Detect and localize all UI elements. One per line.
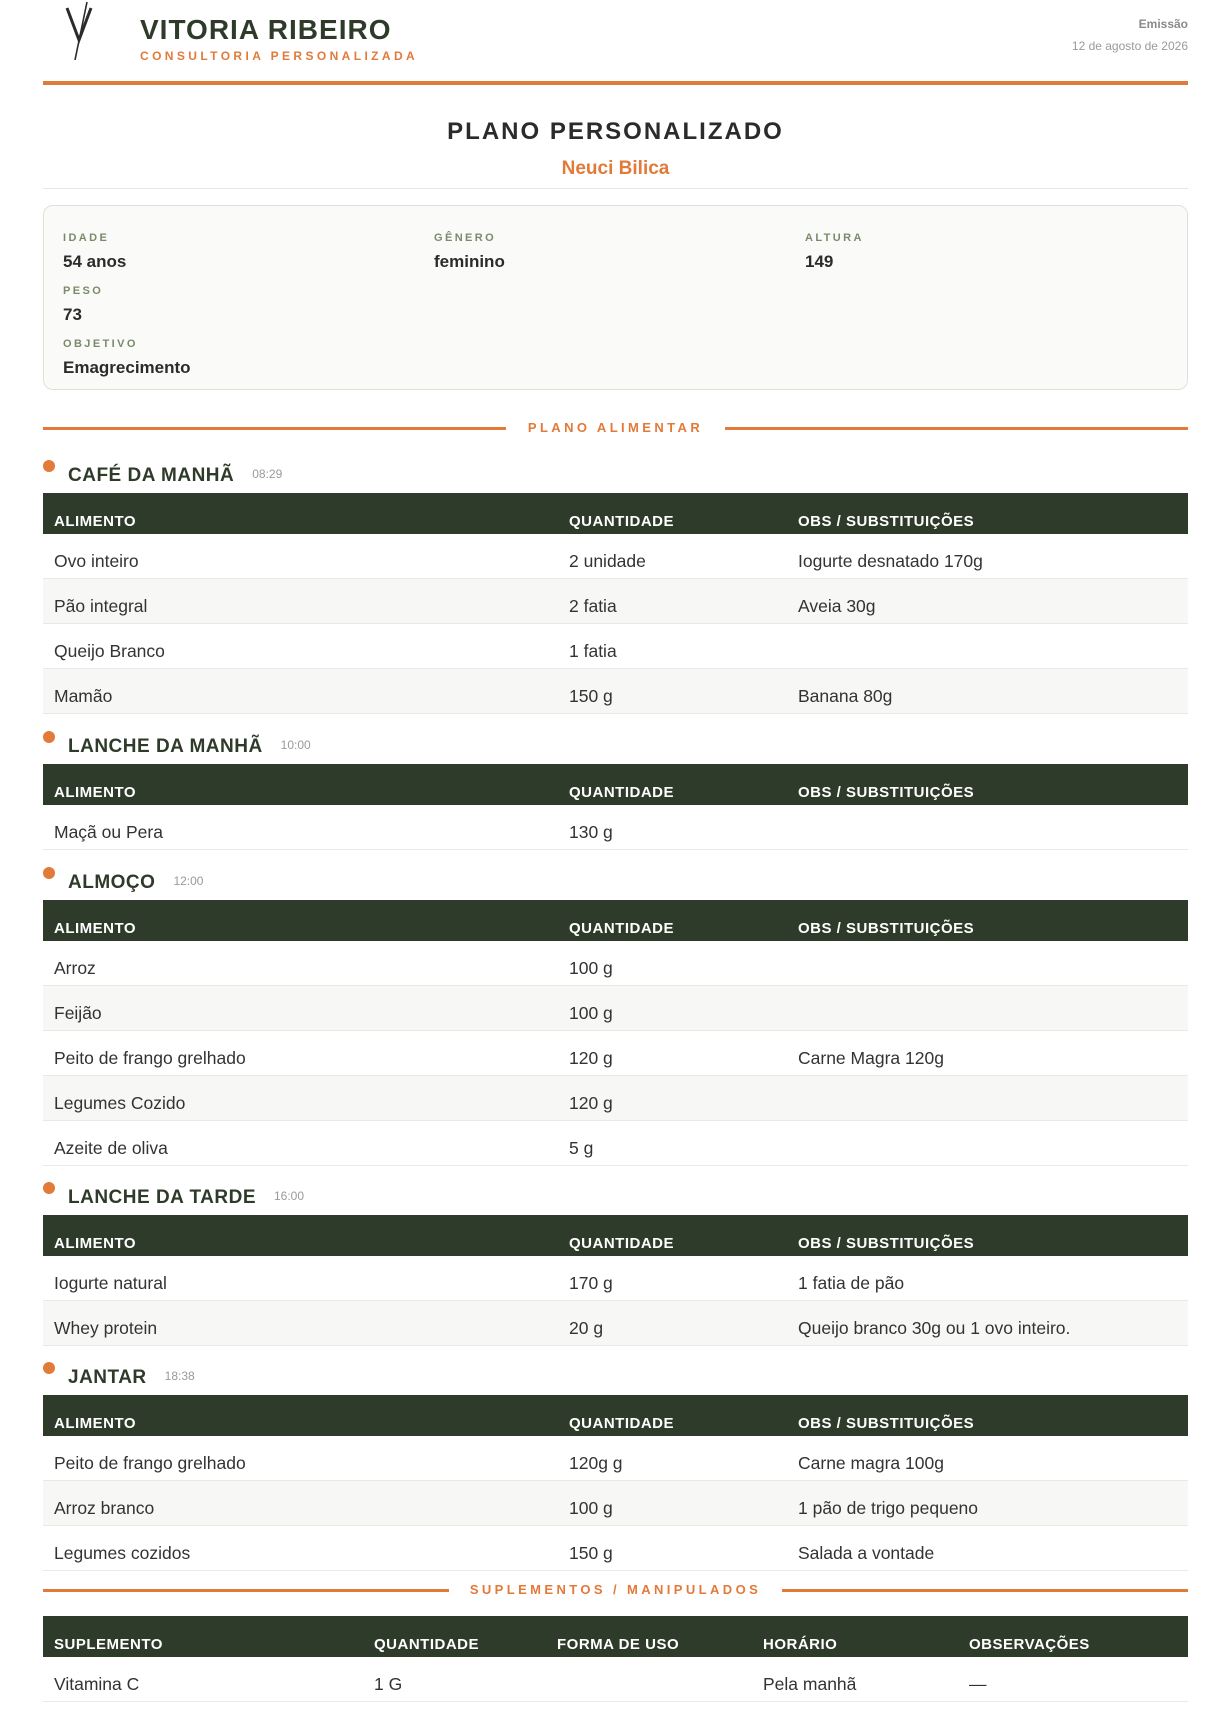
cell-alimento: Queijo Branco	[54, 641, 165, 661]
title-block	[43, 118, 1188, 180]
table-row	[43, 1526, 1188, 1571]
header-divider	[43, 81, 1188, 85]
info-value: 149	[805, 252, 834, 271]
cell-alimento: Iogurte natural	[54, 1273, 167, 1293]
table-row	[43, 1076, 1188, 1121]
meal-cafe-da-manha	[43, 453, 1188, 714]
cell-obs: Banana 80g	[798, 686, 893, 706]
cell-alimento: Legumes cozidos	[54, 1543, 191, 1563]
cell-obs: Carne Magra 120g	[798, 1048, 944, 1068]
cell-quantidade: 120g g	[569, 1453, 623, 1473]
col-alimento: ALIMENTO	[54, 784, 137, 801]
meal-time: 18:38	[164, 1369, 195, 1383]
info-label: GÊNERO	[434, 232, 497, 244]
meal-header	[43, 453, 1188, 493]
table-row	[43, 1301, 1188, 1346]
meal-header	[43, 1175, 1188, 1215]
info-genero	[434, 232, 505, 272]
cell-quantidade: 150 g	[569, 1543, 613, 1563]
supplements-table	[43, 1616, 1188, 1702]
col-forma-de-uso: FORMA DE USO	[557, 1636, 680, 1653]
emission-date: 12 de agosto de 2026	[1071, 39, 1188, 53]
col-quantidade: QUANTIDADE	[569, 1235, 674, 1252]
cell-quantidade: 120 g	[569, 1048, 613, 1068]
meal-time: 16:00	[274, 1189, 305, 1203]
meal-bullet-icon	[43, 460, 55, 472]
col-quantidade: QUANTIDADE	[569, 1415, 674, 1432]
meal-header	[43, 724, 1188, 764]
info-value: Emagrecimento	[63, 358, 191, 377]
cell-obs: 1 pão de trigo pequeno	[798, 1498, 979, 1518]
cell-alimento: Peito de frango grelhado	[54, 1048, 246, 1068]
cell-quantidade: 20 g	[569, 1318, 604, 1338]
table-row	[43, 1657, 1188, 1702]
cell-alimento: Arroz	[54, 958, 96, 978]
col-alimento: ALIMENTO	[54, 513, 137, 530]
meal-bullet-icon	[43, 1182, 55, 1194]
col-alimento: ALIMENTO	[54, 1235, 137, 1252]
col-observacoes: OBSERVAÇÕES	[969, 1636, 1090, 1653]
section-suplementos	[43, 1580, 1188, 1600]
col-quantidade: QUANTIDADE	[569, 920, 674, 937]
table-row	[43, 1481, 1188, 1526]
cell-quantidade: 100 g	[569, 958, 613, 978]
cell-alimento: Whey protein	[54, 1318, 158, 1338]
col-quantidade: QUANTIDADE	[569, 513, 674, 530]
table-header	[43, 900, 1188, 941]
meal-name: JANTAR	[68, 1367, 147, 1388]
patient-name: Neuci Bilica	[561, 158, 670, 179]
table-row	[43, 1031, 1188, 1076]
info-value: feminino	[434, 252, 505, 271]
info-altura	[805, 232, 864, 272]
cell-alimento: Feijão	[54, 1003, 102, 1023]
title-divider	[43, 188, 1188, 189]
table-header	[43, 493, 1188, 534]
section-label: PLANO ALIMENTAR	[527, 420, 704, 435]
cell-alimento: Ovo inteiro	[54, 551, 139, 571]
meal-bullet-icon	[43, 1362, 55, 1374]
cell-alimento: Arroz branco	[54, 1498, 155, 1518]
meal-header	[43, 1355, 1188, 1395]
table-row	[43, 941, 1188, 986]
info-label: PESO	[63, 285, 104, 297]
meal-name: LANCHE DA MANHÃ	[68, 736, 263, 757]
info-label: ALTURA	[805, 232, 864, 244]
cell-quantidade: 100 g	[569, 1498, 613, 1518]
col-horario: HORÁRIO	[763, 1636, 838, 1653]
patient-info-card	[43, 205, 1188, 390]
cell-quantidade: 130 g	[569, 822, 613, 842]
meal-bullet-icon	[43, 731, 55, 743]
cell-quantidade: 2 fatia	[569, 596, 617, 616]
col-quantidade: QUANTIDADE	[569, 784, 674, 801]
cell-quantidade: 1 G	[374, 1674, 403, 1694]
cell-obs: 1 fatia de pão	[798, 1273, 905, 1293]
meal-almoco	[43, 860, 1188, 1166]
col-obs: OBS / SUBSTITUIÇÕES	[798, 1235, 975, 1252]
table-row	[43, 1256, 1188, 1301]
cell-quantidade: 170 g	[569, 1273, 613, 1293]
cell-alimento: Peito de frango grelhado	[54, 1453, 246, 1473]
meal-time: 12:00	[173, 874, 204, 888]
table-header	[43, 1395, 1188, 1436]
cell-quantidade: 150 g	[569, 686, 613, 706]
meal-header	[43, 860, 1188, 900]
v-monogram-logo-icon	[65, 2, 101, 60]
table-header	[43, 1215, 1188, 1256]
cell-quantidade: 5 g	[569, 1138, 594, 1158]
cell-obs: Carne magra 100g	[798, 1453, 944, 1473]
table-row	[43, 1121, 1188, 1166]
meal-jantar	[43, 1355, 1188, 1571]
meal-bullet-icon	[43, 867, 55, 879]
col-obs: OBS / SUBSTITUIÇÕES	[798, 513, 975, 530]
section-label: SUPLEMENTOS / MANIPULADOS	[469, 1582, 762, 1597]
info-peso	[63, 285, 103, 325]
cell-obs: Queijo branco 30g ou 1 ovo inteiro.	[798, 1318, 1071, 1338]
info-idade	[63, 232, 126, 272]
meal-name: LANCHE DA TARDE	[68, 1187, 256, 1208]
table-header	[43, 1616, 1188, 1657]
col-obs: OBS / SUBSTITUIÇÕES	[798, 920, 975, 937]
cell-quantidade: 2 unidade	[569, 551, 646, 571]
cell-observacoes: —	[969, 1674, 987, 1694]
meal-lanche-da-manha	[43, 724, 1188, 850]
col-quantidade: QUANTIDADE	[374, 1636, 479, 1653]
document-header	[43, 0, 1188, 88]
cell-quantidade: 100 g	[569, 1003, 613, 1023]
table-row	[43, 624, 1188, 669]
col-alimento: ALIMENTO	[54, 920, 137, 937]
cell-obs: Aveia 30g	[798, 596, 876, 616]
cell-alimento: Mamão	[54, 686, 113, 706]
meal-time: 10:00	[280, 738, 311, 752]
table-header	[43, 764, 1188, 805]
info-value: 73	[63, 305, 82, 324]
cell-horario: Pela manhã	[763, 1674, 857, 1694]
cell-quantidade: 1 fatia	[569, 641, 617, 661]
cell-suplemento: Vitamina C	[54, 1674, 140, 1694]
plan-title: PLANO PERSONALIZADO	[447, 118, 784, 145]
table-row	[43, 534, 1188, 579]
emission-info	[1072, 17, 1188, 53]
table-row	[43, 986, 1188, 1031]
table-row	[43, 805, 1188, 850]
col-obs: OBS / SUBSTITUIÇÕES	[798, 784, 975, 801]
info-objetivo	[63, 338, 191, 378]
brand-name: VITORIA RIBEIRO	[140, 14, 392, 45]
info-value: 54 anos	[63, 252, 127, 271]
section-plano-alimentar	[43, 418, 1188, 438]
meal-name: ALMOÇO	[68, 872, 156, 893]
cell-alimento: Azeite de oliva	[54, 1138, 168, 1158]
info-label: OBJETIVO	[63, 338, 138, 350]
cell-alimento: Legumes Cozido	[54, 1093, 186, 1113]
col-obs: OBS / SUBSTITUIÇÕES	[798, 1415, 975, 1432]
cell-alimento: Pão integral	[54, 596, 148, 616]
table-row	[43, 1436, 1188, 1481]
info-label: IDADE	[63, 232, 110, 244]
brand-subtitle: CONSULTORIA PERSONALIZADA	[140, 49, 419, 63]
table-row	[43, 669, 1188, 714]
cell-obs: Iogurte desnatado 170g	[798, 551, 983, 571]
meal-name: CAFÉ DA MANHÃ	[68, 465, 235, 486]
col-suplemento: SUPLEMENTO	[54, 1636, 163, 1653]
table-row	[43, 579, 1188, 624]
meal-lanche-da-tarde	[43, 1175, 1188, 1346]
cell-alimento: Maçã ou Pera	[54, 822, 163, 842]
emission-label: Emissão	[1138, 17, 1188, 31]
cell-obs: Salada a vontade	[798, 1543, 935, 1563]
cell-quantidade: 120 g	[569, 1093, 613, 1113]
col-alimento: ALIMENTO	[54, 1415, 137, 1432]
meal-time: 08:29	[252, 467, 283, 481]
